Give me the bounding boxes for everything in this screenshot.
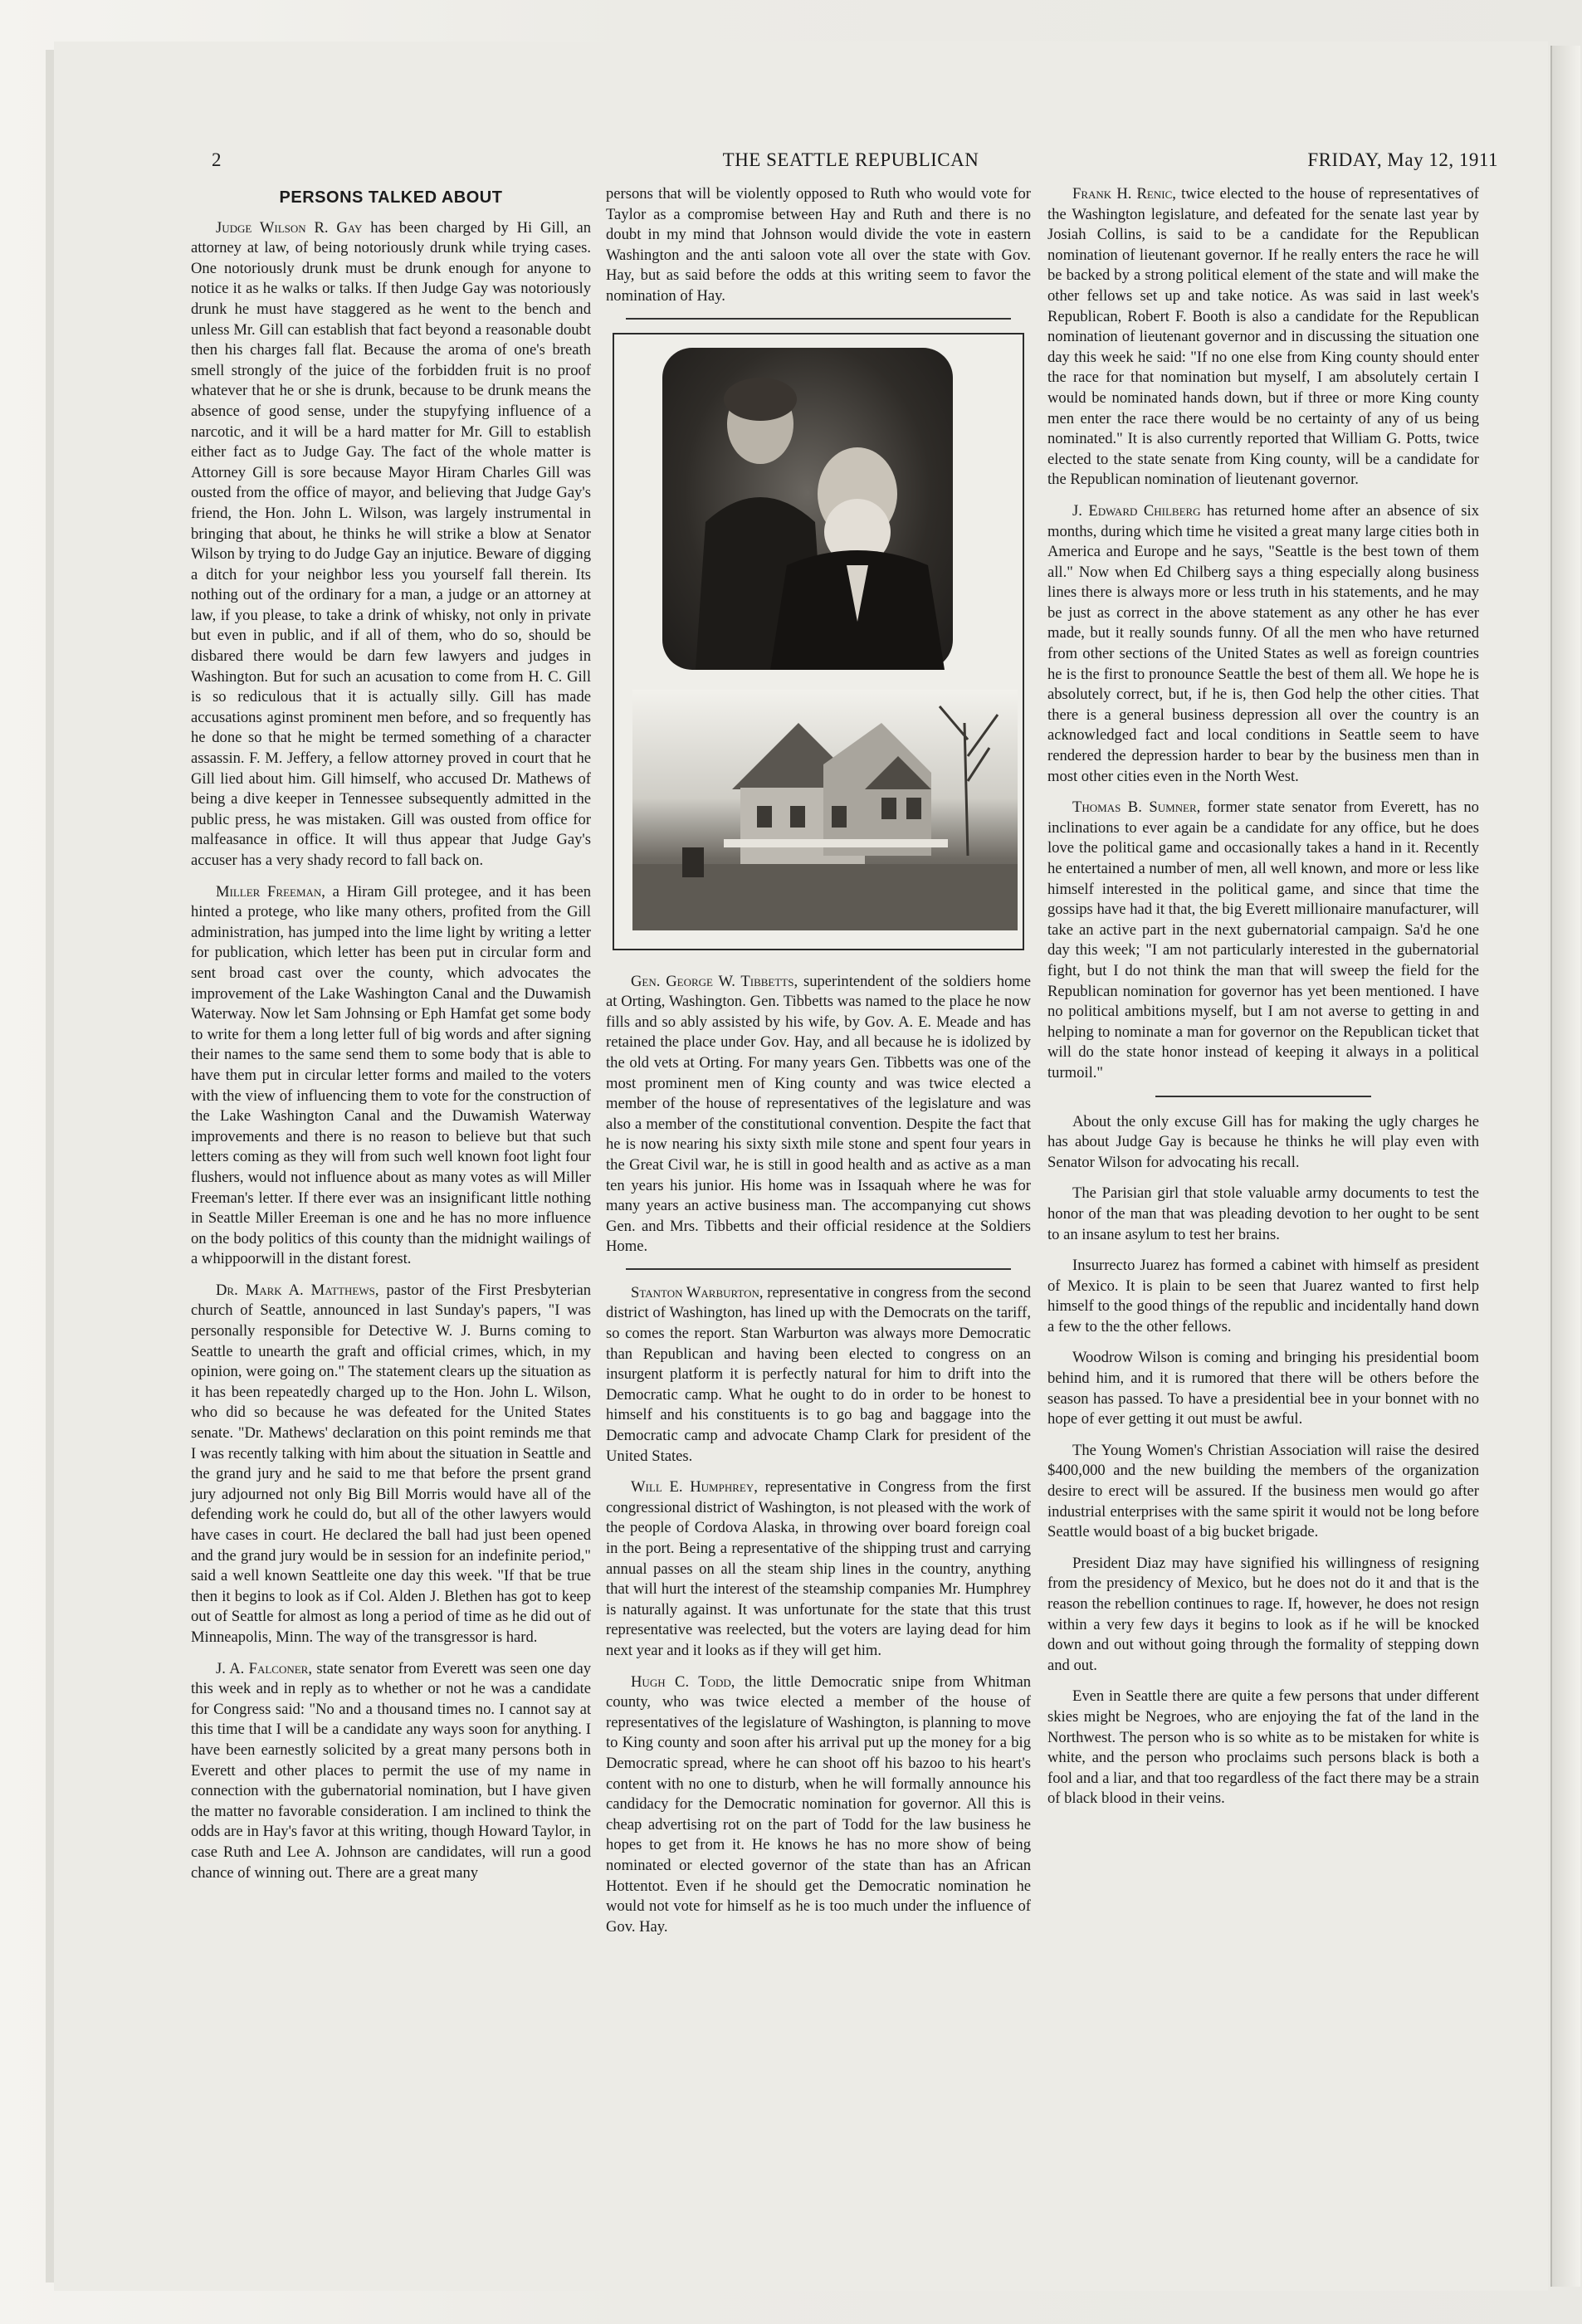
item-lead: Thomas B. Sumner,	[1072, 798, 1201, 817]
tibbetts-portrait-photo	[662, 348, 953, 670]
page-number: 2	[212, 149, 222, 170]
item-juarez: Insurrecto Juarez has formed a cabinet with himself as president of Mexico. It is plain to be seen that Juarez wanted to first help himself to the good things of the republic and incidentally hand down a few to the the other fellows.	[1047, 1257, 1479, 1335]
item-body: former state senator from Everett, has no inclinations to ever again be a candidate for any office, but he does love the political game and occasionally takes a hand in it. Recently he entertained a number of men, all well known, and more or less like himself interested in the political game, and since that time the gossips have had it that, the big Everett millionaire manufacturer, will take an active part in the next gubernatorial campaign. Sa'd he one day this week; "I am not particularly interested in the gubernatorial fight, but I do not think the man that will sweep the field for the Republican nomination for governor has yet been mentioned. I have no political ambitions myself, but I am not averse to getting in and helping to nominate a man for governor on the Republican ticket that will do the state honor instead of keeping it always in a political turmoil."	[1047, 798, 1479, 1081]
item-body: has returned home after an absence of six months, during which time he visited a great many large cities both in America and Europe and he says, "Seattle is the best town of them all." Now when Ed Chilberg says a thing especially along business lines there is always more or less truth in his statements, and he may be just as correct in the above statement as any other he has ever made, but it really sounds funny. Of all the men who have returned from other sections of the United States as well as foreign countries he is the first to pronounce Seattle the best of them all. We hope he is absolutely correct, but, if he is, then God help the other cities. That there is a general business depression all over the country is an acknowledged fact and local conditions in Seattle seem to have rendered the depression harder to bear by the business men than in most other cities even in the North West.	[1047, 501, 1479, 785]
divider	[626, 1268, 1011, 1270]
item-lead: J. Edward Chilberg	[1072, 501, 1201, 520]
item-warburton	[606, 1283, 1031, 1467]
item-humphrey	[606, 1477, 1031, 1661]
item-body: state senator from Everett was seen one day this week and in reply as to whether or not he was a candidate for Congress said: "No and a thousand times no. I cannot say at this time that I will be a candidate any ways soon for anything. I have been earnestly solicited by a great many persons both in Everett and other places to permit the use of my name in connection with the gubernatorial nomination, but I have given the matter no favorable consideration. I am inclined to think the odds are in Hay's favor at this writing, though Howard Taylor, in case Ruth and Lee A. Johnson are candidates, will run a good chance of winning out. There are a great many	[191, 1659, 591, 1882]
paper-name: THE SEATTLE REPUBLICAN	[722, 149, 979, 170]
item-diaz: President Diaz may have signified his willingness of resigning from the presidency of Mexico, but he does not do it and that is the reason the rebellion continues to rage. If, however, he does not resign within a very few days it begins to look as if he will be knocked down and out without going through the formality of stepping down and out.	[1047, 1554, 1479, 1674]
item-body: representative in Congress from the first congressional district of Washington, is not pleased with the work of the people of Cordova Alaska, in throwing over board foreign coal in the port. Being a representative of the shipping trust and carrying annual passes on all the steam ship lines in the country, anything that will hurt the interest of the steamship companies Mr. Humphrey is naturally against. It was unfortunate for the state that this trust representative was reelected, but the voters are laying dead for him next year and it looks as if they will get him.	[606, 1478, 1031, 1659]
next-page-edge	[1550, 46, 1580, 2287]
item-lead: Miller Freeman,	[216, 882, 325, 901]
item-body: the little Democratic snipe from Whitman county, who was twice elected a member of the house of representatives of the legislature of Washington, is planning to move to King county and soon after his arrival put up the money for a big Democratic spread, where he can shoot off his bazoo to his heart's content with no one to disturb, when he will formally announce his candidacy for the Democratic nomination for governor. All this is cheap advertising rot on the part of Todd for the law business he hopes to get from it. He knows he has no more show of being nominated or elected governor of the state than has an African Hottentot. Even if he should get the Democratic nomination he would not vote for himself as he is too much under the influence of Gov. Hay.	[606, 1672, 1031, 1936]
soldiers-home-photo	[632, 690, 1018, 930]
page-left-edge	[46, 50, 54, 2282]
caption-body: superintendent of the soldiers home at Orting, Washington. Gen. Tibbetts was named to the place he now fills and so ably assisted by his wife, by Gov. A. E. Meade and has retained the place under Gov. Hay, and all because he is idolized by the old vets at Orting. For many years Gen. Tibbetts was one of the most prominent men of King county and was twice elected a member of the house of representatives of the legislature and was also a member of the constitutional convention. Despite the fact that he is now nearing his sixty sixth mile stone and spent four years in the Great Civil war, he is still in good health and as active as a man ten years his junior. His home was in Issaquah where he was for many years an active business man. The accompanying cut shows Gen. and Mrs. Tibbetts and their official residence at the Soldiers Home.	[606, 972, 1032, 1256]
item-lead: Hugh C. Todd,	[631, 1672, 735, 1691]
item-lead: Dr. Mark A. Matthews,	[216, 1281, 379, 1299]
photo-frame	[613, 333, 1024, 950]
item-parisian-girl: The Parisian girl that stole valuable army documents to test the honor of the man that was pleading devotion to her ought to be sent to an insane asylum to test her brains.	[1047, 1184, 1479, 1243]
item-body: twice elected to the house of representatives of the Washington legislature, and defeated for the senate last year by Josiah Collins, is said to be a candidate for the Republican nomination of lieutenant governor. If he really enters the race he will be backed by a strong political element of the state and will make the other fellows set up and take notice. As was said in last week's Republican, Robert F. Booth is also a candidate for the Republican nomination of lieutenant governor and in discussing the situation one day this week he said: "If no one else from King county should enter the race for that nomination but myself, I am absolutely certain I would be nominated hands down, but if three or more King county men enter the race there would be no certainty of any of us being nominated." It is also currently reported that William G. Potts, twice elected to the state senate from King county, will be a candidate for the Republican nomination of lieutenant governor.	[1047, 185, 1479, 489]
item-body: pastor of the First Presbyterian church of Seattle, announced in last Sunday's papers, "I was personally responsible for Detective W. J. Burns coming to Seattle to unearth the graft and official crimes, which, in my opinion, were going on." The statement clears up the situation as it has been repeatedly charged up to the Hon. John L. Wilson, who did so because he was defeated for the United States senate. "Dr. Mathews' declaration on this point reminds me that I was recently talking with him about the situation in Seattle and the grand jury and he said to me that before the prsent grand jury adjourned not only Big Bill Morris would have all of the defending work he could do, but all of the other lawyers would have cases in court. He declared the ball had just been opened and the grand jury would be in session for an indefinite period," said a well known Seattleite one day this week. "If that be true then it begins to look as if Col. Alden J. Blethen has got to keep out of Seattle for almost as long a period of time as he did out of Minneapolis, Minn. The way of the transgressor is hard.	[191, 1281, 591, 1646]
divider	[1155, 1096, 1371, 1097]
item-renic	[1047, 184, 1479, 491]
item-lead: Judge Wilson R. Gay	[216, 218, 363, 237]
item-matthews	[191, 1281, 591, 1648]
item-woodrow-wilson: Woodrow Wilson is coming and bringing his presidential boom behind him, and it is rumored that there will be others before the season has passed. To have a presidential bee in your bonnet with no hope of ever getting it out must be awful.	[1047, 1349, 1479, 1428]
divider	[626, 318, 1011, 320]
item-sumner	[1047, 798, 1479, 1083]
caption-lead: Gen. George W. Tibbetts,	[631, 972, 798, 990]
item-body: has been charged by Hi Gill, an attorney at law, of being notoriously drunk while trying cases. One notoriously drunk must be drunk enough for anyone to notice it as he walks or talks. If then Judge Gay was notoriously drunk he must have staggered as he went to the bench and unless Mr. Gill can establish that fact beyond a reasonable doubt then his charges fall flat. Because the aroma of one's breath smell strongly of the juice of the forbidden fruit is no proof whatever that he or she is drunk, because to be drunk means the absence of good sense, under the stupyfying influence of a narcotic, and it will be a hard matter for Mr. Gill to establish either fact as to Judge Gay. The fact of the whole matter is Attorney Gill is sore because Mayor Hiram Charles Gill was ousted from the office of mayor, and believing that Judge Gay's friend, the Hon. John L. Wilson, was largely instrumental in bringing that about, he thinks he will strike a blow at Senator Wilson by trying to do Judge Gay an injutice. Beware of digging a ditch for your neighbor less you yourself fall therein. Its nothing out of the ordinary for a man, a judge or an attorney at law, if you please, to take a drink of whisky, not only in private but even in public, and if all of them, who do so, should be disbared there would be darn few lawyers and judges in Washington. But for such an acusation to come from H. C. Gill is so rediculous that it is actually silly. Gill has made accusations aginst prominent men before, and so frequently has he done so that he might be termed something of a character assassin. F. M. Jeffery, a fellow attorney proved in court that he Gill lied about him. Gill himself, who accused Dr. Mathews of being a dive keeper in Tennessee subsequently admitted in the public press, he was mistaken. Gill was ousted from office for malfeasance in office. It will thus appear that Judge Gay's accuser has a very shady record to fall back on.	[191, 218, 592, 869]
issue-date: FRIDAY, May 12, 1911	[1307, 149, 1498, 170]
item-falconer	[191, 1659, 591, 1884]
item-judge-gay	[191, 218, 591, 872]
item-miller-freeman	[191, 882, 591, 1270]
masthead	[203, 146, 1498, 179]
item-lead: J. A. Falconer,	[216, 1659, 312, 1677]
item-lead: Frank H. Renic,	[1072, 185, 1176, 203]
item-body: a Hiram Gill protegee, and it has been hinted a protege, who like many others, profited from the Gill administration, has jumped into the lime light by writing a letter for publication, which letter has been put in circular form and sent broad cast over the county, which advocates the improvement of the Lake Washington Canal and the Duwamish Waterway. Now let Sam Johnsing or Eph Hamfat get some body to write for them a long letter full of big words and after signing their names to the same send them to some body that is able to have them put in circular letter forms and mailed to the voters with the view of influencing them to vote for the construction of the Lake Washington Canal and the Duwamish Waterway improvements and there is no reason to believe but that such letters coming as they will from such well known foot light four flushers, would not influence about as many votes as will Miller Freeman's letter. If there ever was an insignificant little nothing in Seattle Miller Ereeman is one and he has no more influence on the body politics of this county than the midnight wailings of a whippoorwill in the distant forest.	[191, 882, 592, 1268]
item-ywca: The Young Women's Christian Association will raise the desired $400,000 and the new building the members of the organization desire to erect will be assured. If the business men would go after industrial enterprises with the same spirit it would not be long before Seattle would boast of a big bucket brigade.	[1047, 1441, 1479, 1541]
portrait-figures	[662, 348, 953, 670]
item-lead: Will E. Humphrey,	[631, 1478, 758, 1496]
column-3	[1047, 184, 1479, 1820]
item-lead: Stanton Warburton,	[631, 1283, 764, 1301]
column-2	[606, 184, 1031, 1948]
section-heading: PERSONS TALKED ABOUT	[279, 188, 503, 207]
photo-caption	[606, 972, 1031, 1257]
item-todd	[606, 1672, 1031, 1938]
item-gill-excuse: About the only excuse Gill has for making the ugly charges he has about Judge Gay is because he thinks he will play even with Senator Wilson for advocating his recall.	[1047, 1112, 1479, 1171]
item-chilberg	[1047, 501, 1479, 787]
item-continuation: persons that will be violently opposed to Ruth who would vote for Taylor as a compromise between Hay and Ruth and there is no doubt in my mind that Johnson would divide the vote in eastern Washington and the anti saloon vote all over the state with Gov. Hay, but as said before the odds at this writing seem to favor the nomination of Hay.	[606, 185, 1031, 305]
house-drawing	[632, 690, 1018, 930]
column-1	[191, 184, 591, 1894]
item-seattle: Even in Seattle there are quite a few persons that under different skies might be Negroes, who are enjoying the fat of the land in the Northwest. The person who is so white as to be mistaken for white is white, and the person who proclaims such persons black is both a fool and a liar, and that too regardless of the fact there may be a strain of black blood in their veins.	[1047, 1687, 1479, 1808]
item-body: representative in congress from the second district of Washington, has lined up with the Democrats on the tariff, so comes the report. Stan Warburton was always more Democratic than Republican and having been elected to congress on an insurgent platform it is perfectly natural for him to drift into the Democratic camp. What he ought to do in order to be honest to himself and his constituents is to go bag and baggage into the Democratic camp and advocate Champ Clark for president of the United States.	[606, 1283, 1031, 1465]
